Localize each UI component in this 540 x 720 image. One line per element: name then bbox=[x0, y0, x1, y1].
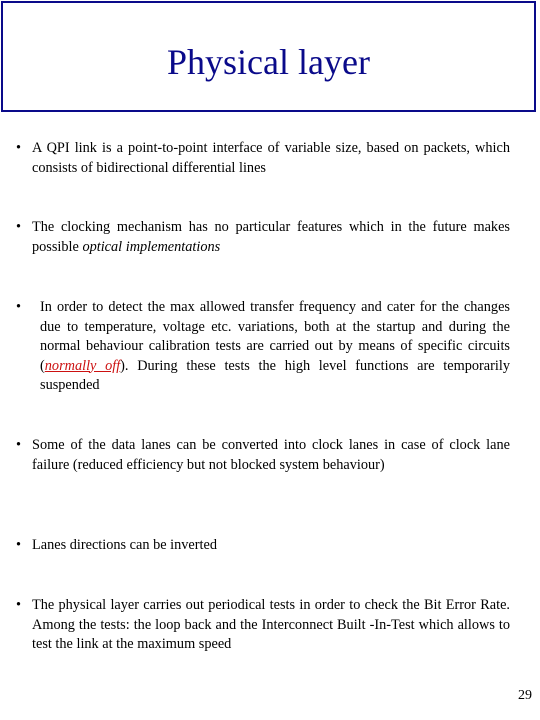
bullet-text-plain: In order to detect the max allowed transfer frequency and cater for the changes due to temperature, voltage etc. variations, both at the startup and during the normal behaviour calibration tests are carried out by means of specific circuits ( bbox=[40, 299, 510, 374]
bullet-text: Lanes directions can be inverted bbox=[32, 537, 217, 553]
bullet-marker: • bbox=[16, 299, 22, 315]
bullet-text: Some of the data lanes can be converted into clock lanes in case of clock lane failure (reduced efficiency but not blocked system behaviour) bbox=[32, 437, 510, 473]
bullet-text bbox=[32, 218, 510, 257]
bullet-text-highlight: normally off bbox=[44, 357, 121, 374]
bullet-marker: • bbox=[16, 219, 22, 235]
bullet-text-plain: The clocking mechanism has no particular features which in the future makes possible bbox=[32, 219, 510, 255]
bullet-text-plain-after: ). During these tests the high level functions are temporarily suspended bbox=[40, 357, 510, 393]
slide-title: Physical layer bbox=[167, 42, 370, 82]
title-box bbox=[1, 1, 536, 112]
page-number: 29 bbox=[518, 688, 532, 703]
bullet-text: The physical layer carries out periodical tests in order to check the Bit Error Rate. Among the tests: the loop back and the Interconnect Built -In-Test which allows to test the link at the maximum speed bbox=[32, 597, 510, 652]
bullet-marker: • bbox=[16, 140, 22, 156]
bullet-clocking bbox=[16, 218, 510, 257]
bullet-marker: • bbox=[16, 437, 22, 453]
bullet-marker: • bbox=[16, 597, 22, 613]
bullet-periodical-tests bbox=[16, 596, 510, 655]
bullet-lane-directions bbox=[16, 536, 510, 556]
bullet-text-italic: optical implementations bbox=[82, 238, 221, 255]
bullet-qpi-link bbox=[16, 139, 510, 178]
bullet-text: A QPI link is a point-to-point interface of variable size, based on packets, which consists of bidirectional differential lines bbox=[32, 140, 510, 176]
bullet-text bbox=[40, 298, 510, 396]
bullet-data-lanes bbox=[16, 436, 510, 475]
bullet-marker: • bbox=[16, 537, 22, 553]
bullet-calibration bbox=[16, 298, 510, 396]
